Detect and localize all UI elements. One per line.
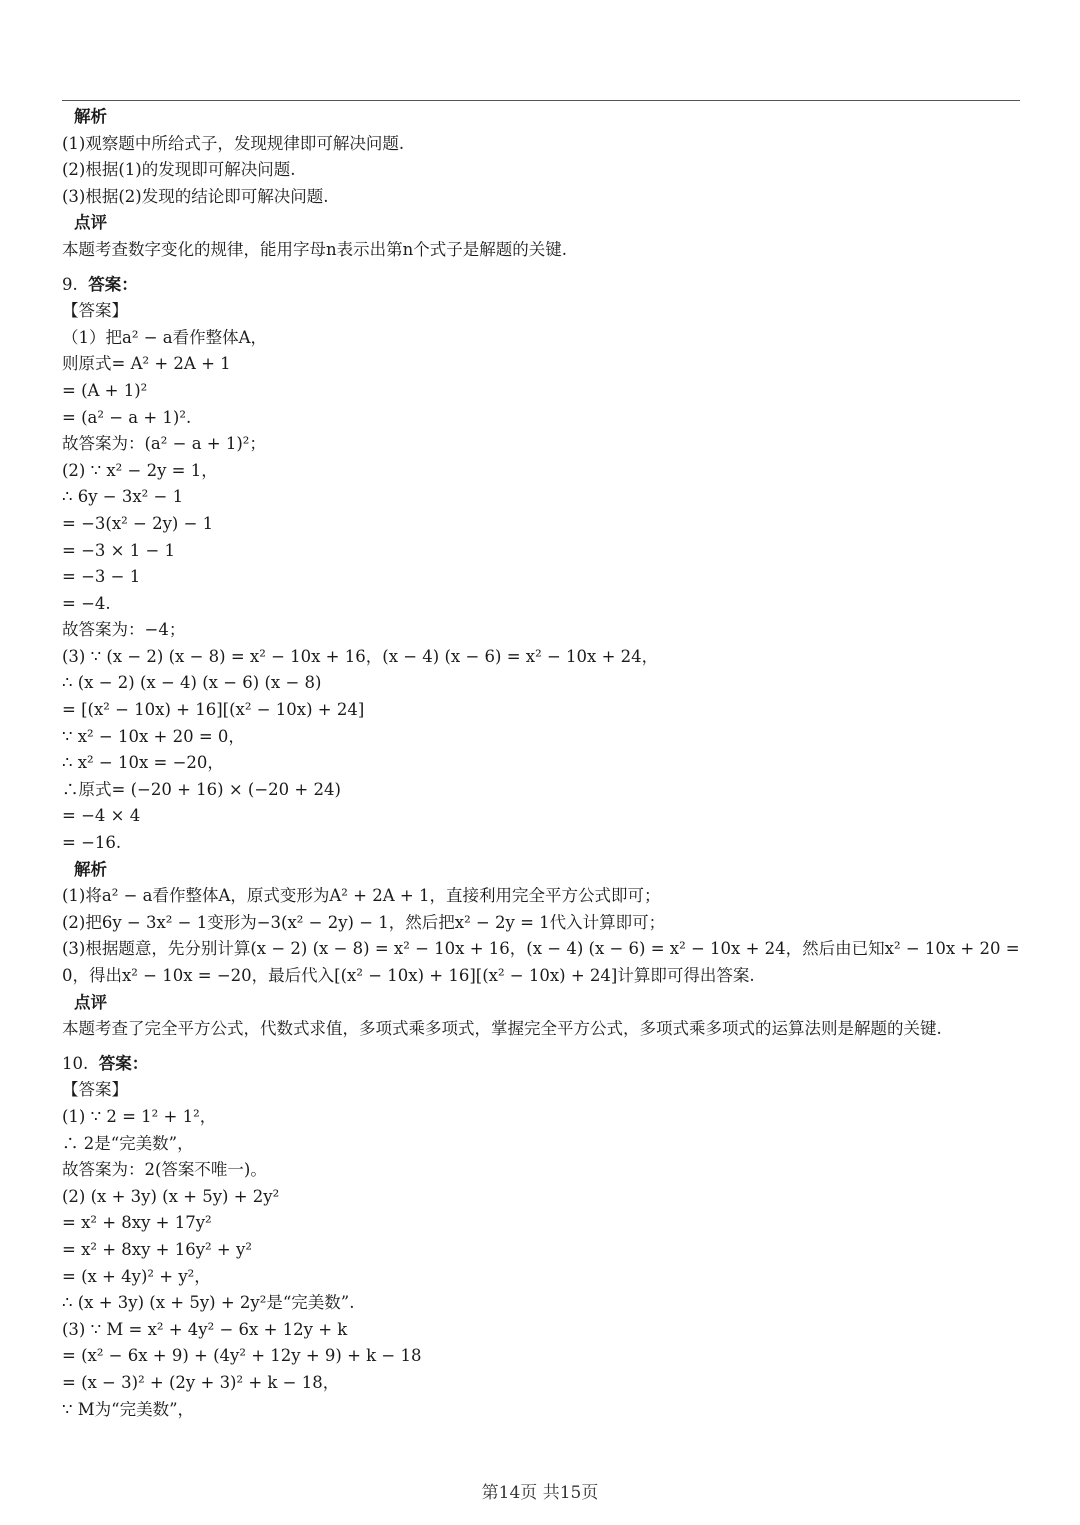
q10-solution-line: ∴ (x + 3y) (x + 5y) + 2y²是“完美数”. <box>62 1293 355 1313</box>
q10-solution-line: = (x − 3)² + (2y + 3)² + k − 18， <box>62 1372 340 1392</box>
q10-number: 10. <box>62 1053 89 1073</box>
q8-analysis-heading: 解析 <box>74 107 107 126</box>
q8-comment-heading: 点评 <box>74 213 107 233</box>
q10-solution-line: (3) ∵ M = x² + 4y² − 6x + 12y + k <box>62 1319 348 1339</box>
document-body <box>62 104 1022 1423</box>
q10-solution-line: (1) ∵ 2 = 1² + 1²， <box>62 1106 217 1126</box>
q9-analysis-line: (1)将a² − a看作整体A，原式变形为A² + 2A + 1，直接利用完全平方公式即可； <box>62 886 661 906</box>
q9-answer-tag: 【答案】 <box>62 301 128 321</box>
q9-solution-line: 故答案为：−4； <box>62 620 186 640</box>
q10-solution-line: ∵ M为“完美数”， <box>62 1399 195 1419</box>
q9-solution-line: 则原式= A² + 2A + 1 <box>62 354 231 374</box>
q10-solution-line: 故答案为：2(答案不唯一)。 <box>62 1160 267 1180</box>
q10-solution-line: = x² + 8xy + 17y² <box>62 1213 212 1233</box>
q10-answer-label: 答案： <box>98 1053 149 1073</box>
q10-solution-line: (2) (x + 3y) (x + 5y) + 2y² <box>62 1186 280 1206</box>
q9-solution-line: = −16. <box>62 833 122 853</box>
q10-solution-line: = (x² − 6x + 9) + (4y² + 12y + 9) + k − 18 <box>62 1346 422 1366</box>
q9-solution-line: ∵ x² − 10x + 20 = 0， <box>62 726 245 746</box>
q9-analysis-heading: 解析 <box>74 859 107 879</box>
q10-answer-tag: 【答案】 <box>62 1080 128 1100</box>
q10-header <box>62 1051 1022 1078</box>
q8-analysis-line: (1)观察题中所给式子，发现规律即可解决问题. <box>62 133 405 153</box>
q9-solution-line: = (A + 1)² <box>62 380 148 400</box>
q9-number: 9. <box>62 274 78 294</box>
q10-solution-line: ∴ 2是“完美数”， <box>62 1133 194 1153</box>
q9-solution-line: ∴ (x − 2) (x − 4) (x − 6) (x − 8) <box>62 673 322 693</box>
q9-comment: 本题考查了完全平方公式，代数式求值，多项式乘多项式，掌握完全平方公式，多项式乘多项式的运算法则是解题的关键. <box>62 1019 942 1039</box>
q9-solution-line: = (a² − a + 1)². <box>62 407 192 427</box>
q9-solution-line: = [(x² − 10x) + 16][(x² − 10x) + 24] <box>62 700 365 720</box>
q10-solution-line: = x² + 8xy + 16y² + y² <box>62 1239 252 1259</box>
q9-solution-line: (3) ∵ (x − 2) (x − 8) = x² − 10x + 16，(x − 4) (x − 6) = x² − 10x + 24， <box>62 646 659 666</box>
q9-solution-line: ∴ 6y − 3x² − 1 <box>62 487 184 507</box>
q9-header <box>62 272 1022 299</box>
q9-solution-line: 故答案为：(a² − a + 1)²； <box>62 434 266 454</box>
q8-analysis-line: (2)根据(1)的发现即可解决问题. <box>62 160 296 180</box>
page-footer: 第14页 共15页 <box>481 1483 599 1503</box>
q9-solution-line: ∴原式= (−20 + 16) × (−20 + 24) <box>62 779 341 799</box>
q9-solution-line: = −3(x² − 2y) − 1 <box>62 513 214 533</box>
q9-solution-line: ∴ x² − 10x = −20， <box>62 753 224 773</box>
q9-solution-line: = −4. <box>62 593 111 613</box>
q9-answer-label: 答案： <box>88 274 138 294</box>
q10-solution-line: = (x + 4y)² + y²， <box>62 1266 211 1286</box>
q8-comment: 本题考查数字变化的规律，能用字母n表示出第n个式子是解题的关键. <box>62 239 567 259</box>
q9-solution-line: （1）把a² − a看作整体A， <box>62 327 268 347</box>
top-divider <box>62 100 1020 101</box>
q9-analysis-line: (3)根据题意，先分别计算(x − 2) (x − 8) = x² − 10x + 16，(x − 4) (x − 6) = x² − 10x + 24，然后由已知x² − 10x + 20 = 0，得出x² − 10x = −20，最后代入[(x² − 10x) + 16][(x² − 10x) + 24]计算即可得出答案. <box>62 939 1020 985</box>
q9-analysis-line: (2)把6y − 3x² − 1变形为−3(x² − 2y) − 1，然后把x² − 2y = 1代入计算即可； <box>62 912 666 932</box>
q9-solution-line: = −3 × 1 − 1 <box>62 540 176 560</box>
q9-comment-heading: 点评 <box>74 992 107 1012</box>
q8-analysis-line: (3)根据(2)发现的结论即可解决问题. <box>62 186 329 206</box>
q9-solution-line: = −3 − 1 <box>62 567 141 587</box>
q9-solution-line: = −4 × 4 <box>62 806 141 826</box>
q9-solution-line: (2) ∵ x² − 2y = 1， <box>62 460 218 480</box>
